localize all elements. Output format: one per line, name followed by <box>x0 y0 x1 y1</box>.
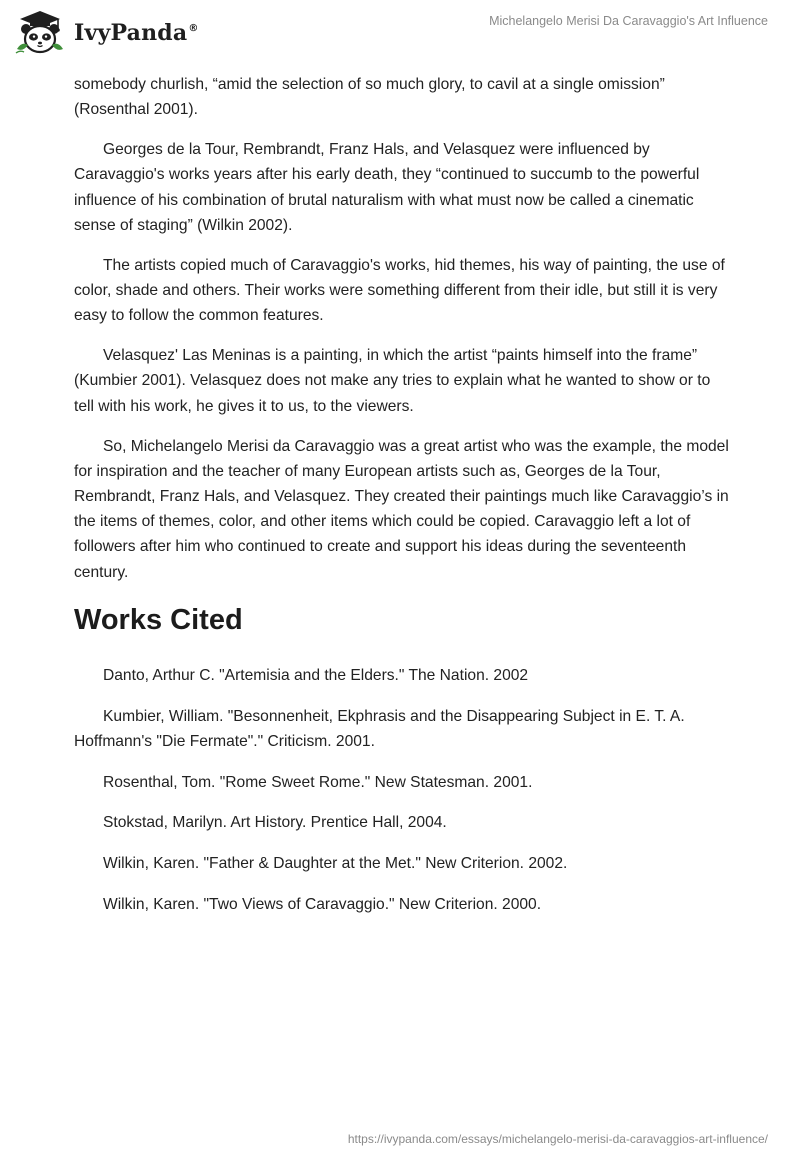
page-header <box>0 0 800 64</box>
registered-mark: ® <box>188 23 199 34</box>
citation-entry: Wilkin, Karen. "Two Views of Caravaggio." New Criterion. 2000. <box>103 896 542 914</box>
panda-graduate-icon <box>14 9 66 55</box>
citation-entry: Rosenthal, Tom. "Rome Sweet Rome." New Statesman. 2001. <box>103 773 533 791</box>
citation-entry: Stokstad, Marilyn. Art History. Prentice Hall, 2004. <box>103 814 447 832</box>
citation-entry: Danto, Arthur C. "Artemisia and the Elders." The Nation. 2002 <box>103 666 529 684</box>
brand-name: IvyPanda® <box>74 20 199 46</box>
body-paragraph: The artists copied much of Caravaggio's works, hid themes, his way of painting, the use of color, shade and others. Their works were something different from their idle, but still it is very easy to follow the common features. <box>74 256 725 325</box>
citation-entry: Kumbier, William. "Besonnenheit, Ekphrasis and the Disappearing Subject in E. T. A. Hoffmann's "Die Fermate"." Criticism. 2001. <box>74 707 685 750</box>
body-paragraph: somebody churlish, “amid the selection of so much glory, to cavil at a single omission” (Rosenthal 2001). <box>74 76 665 119</box>
body-paragraph: Georges de la Tour, Rembrandt, Franz Hals, and Velasquez were influenced by Caravaggio's works years after his early death, they “continued to succumb to the powerful influence of his combination of brutal naturalism with what must now be called a cinematic sense of staging” (Wilkin 2002). <box>74 141 700 234</box>
works-cited-heading: Works Cited <box>74 603 243 636</box>
document-title: Michelangelo Merisi Da Caravaggio's Art Influence <box>489 14 768 28</box>
body-paragraph: So, Michelangelo Merisi da Caravaggio was a great artist who was the example, the model for inspiration and the teacher of many European artists such as, Georges de la Tour, Rembrandt, Franz Hals, and Velasquez. They created their paintings much like Caravaggio’s in the items of themes, color, and other items which could be copied. Caravaggio left a lot of followers after him who continued to create and support his ideas during the seventeenth century. <box>74 437 729 581</box>
essay-content <box>74 72 730 933</box>
source-url[interactable]: https://ivypanda.com/essays/michelangelo-merisi-da-caravaggios-art-influence/ <box>347 1132 768 1146</box>
ivypanda-logo[interactable] <box>14 8 199 56</box>
body-paragraph: Velasquez' Las Meninas is a painting, in which the artist “paints himself into the frame” (Kumbier 2001). Velasquez does not make any tries to explain what he wanted to show or to tell with his work, he gives it to us, to the viewers. <box>74 347 711 415</box>
citation-entry: Wilkin, Karen. "Father & Daughter at the Met." New Criterion. 2002. <box>103 855 568 873</box>
